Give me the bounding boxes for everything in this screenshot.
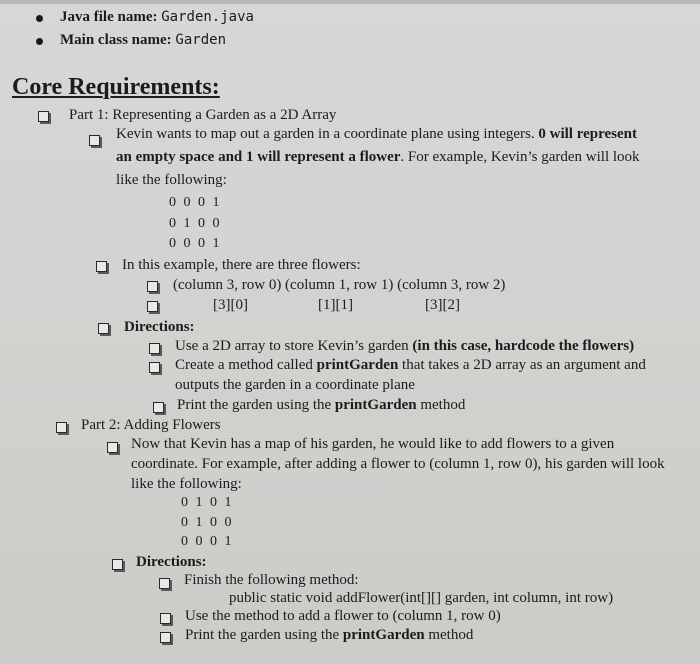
part1-desc-rest: . For example, Kevin’s garden will look [400, 149, 640, 165]
part1-dir1-text: Use a 2D array to store Kevin’s garden [175, 338, 413, 354]
checkbox-icon [149, 362, 160, 373]
checkbox-icon [149, 343, 160, 354]
part1-grid-row: 0 0 0 1 [169, 195, 222, 210]
checkbox-icon [107, 442, 118, 453]
part2-direction-2: Use the method to add a flower to (column 1, row 0) [185, 608, 501, 624]
part1-dir1-bold: (in this case, hardcode the flowers) [412, 338, 635, 354]
part1-dir3-text: Print the garden using the [177, 397, 335, 413]
java-file-label: Java file name: [60, 9, 162, 25]
checkbox-icon [153, 402, 164, 413]
part2-dir3-text: Print the garden using the [185, 627, 343, 643]
part2-dir3-post: method [424, 627, 474, 643]
main-class-label: Main class name: [60, 32, 176, 48]
part2-dir3-bold: printGarden [342, 627, 425, 643]
checkbox-icon [38, 111, 49, 122]
part1-desc-line3: like the following: [116, 172, 227, 188]
part1-dir2-bold: printGarden [316, 357, 399, 373]
part1-direction-2 [175, 355, 646, 375]
part1-direction-1 [175, 336, 634, 356]
part1-flower-coords: (column 3, row 0) (column 1, row 1) (column 3, row 2) [173, 277, 506, 293]
part2-directions-label: Directions: [136, 554, 207, 570]
top-edge [0, 0, 700, 4]
part1-directions-label: Directions: [124, 319, 195, 335]
part2-grid-row: 0 1 0 0 [181, 515, 234, 530]
part1-grid-row: 0 1 0 0 [169, 216, 222, 231]
checkbox-icon [147, 281, 158, 292]
part2-grid-row: 0 0 0 1 [181, 534, 234, 549]
part2-desc-line3: like the following: [131, 476, 242, 492]
part1-desc-text: Kevin wants to map out a garden in a coordinate plane using integers. [116, 126, 539, 142]
part2-desc-line1: Now that Kevin has a map of his garden, he would like to add flowers to a given [131, 436, 615, 452]
checkbox-icon [89, 135, 100, 146]
java-file-value: Garden.java [161, 9, 254, 25]
part2-direction-1: Finish the following method: [184, 572, 359, 588]
part1-direction-2-line2: outputs the garden in a coordinate plane [175, 377, 415, 393]
part1-index-3: [3][2] [425, 297, 460, 313]
checkbox-icon [159, 578, 170, 589]
part1-example-intro: In this example, there are three flowers: [122, 257, 361, 273]
part1-desc-line1 [116, 124, 637, 144]
part1-desc-bold2: an empty space and 1 will represent a flower [116, 149, 401, 165]
checkbox-icon [96, 261, 107, 272]
checkbox-icon [56, 422, 67, 433]
part2-method-signature: public static void addFlower(int[][] garden, int column, int row) [229, 590, 614, 606]
part1-index-2: [1][1] [318, 297, 353, 313]
checkbox-icon [160, 613, 171, 624]
part1-grid-row: 0 0 0 1 [169, 236, 222, 251]
part2-direction-3 [185, 625, 473, 645]
part1-dir2-text: Create a method called [175, 357, 317, 373]
part1-index-1: [3][0] [213, 297, 248, 313]
checkbox-icon [98, 323, 109, 334]
bullet-icon [36, 38, 43, 45]
checkbox-icon [112, 559, 123, 570]
checkbox-icon [147, 301, 158, 312]
part1-desc-bold: 0 will represent [538, 126, 637, 142]
part1-desc-line2 [116, 147, 640, 167]
part1-dir3-bold: printGarden [334, 397, 417, 413]
part1-dir3-post: method [416, 397, 466, 413]
bullet-icon [36, 15, 43, 22]
page-heading: Core Requirements: [12, 74, 220, 100]
part1-dir2-post: that takes a 2D array as an argument and [398, 357, 646, 373]
part1-direction-3 [177, 395, 465, 415]
part2-grid-row: 0 1 0 1 [181, 495, 234, 510]
main-class-value: Garden [175, 32, 226, 48]
checkbox-icon [160, 632, 171, 643]
part1-title: Part 1: Representing a Garden as a 2D Array [69, 107, 337, 123]
main-class-line [60, 30, 226, 50]
part2-desc-line2: coordinate. For example, after adding a flower to (column 1, row 0), his garden will look [131, 456, 665, 472]
java-file-line [60, 7, 254, 27]
part2-title: Part 2: Adding Flowers [81, 417, 221, 433]
